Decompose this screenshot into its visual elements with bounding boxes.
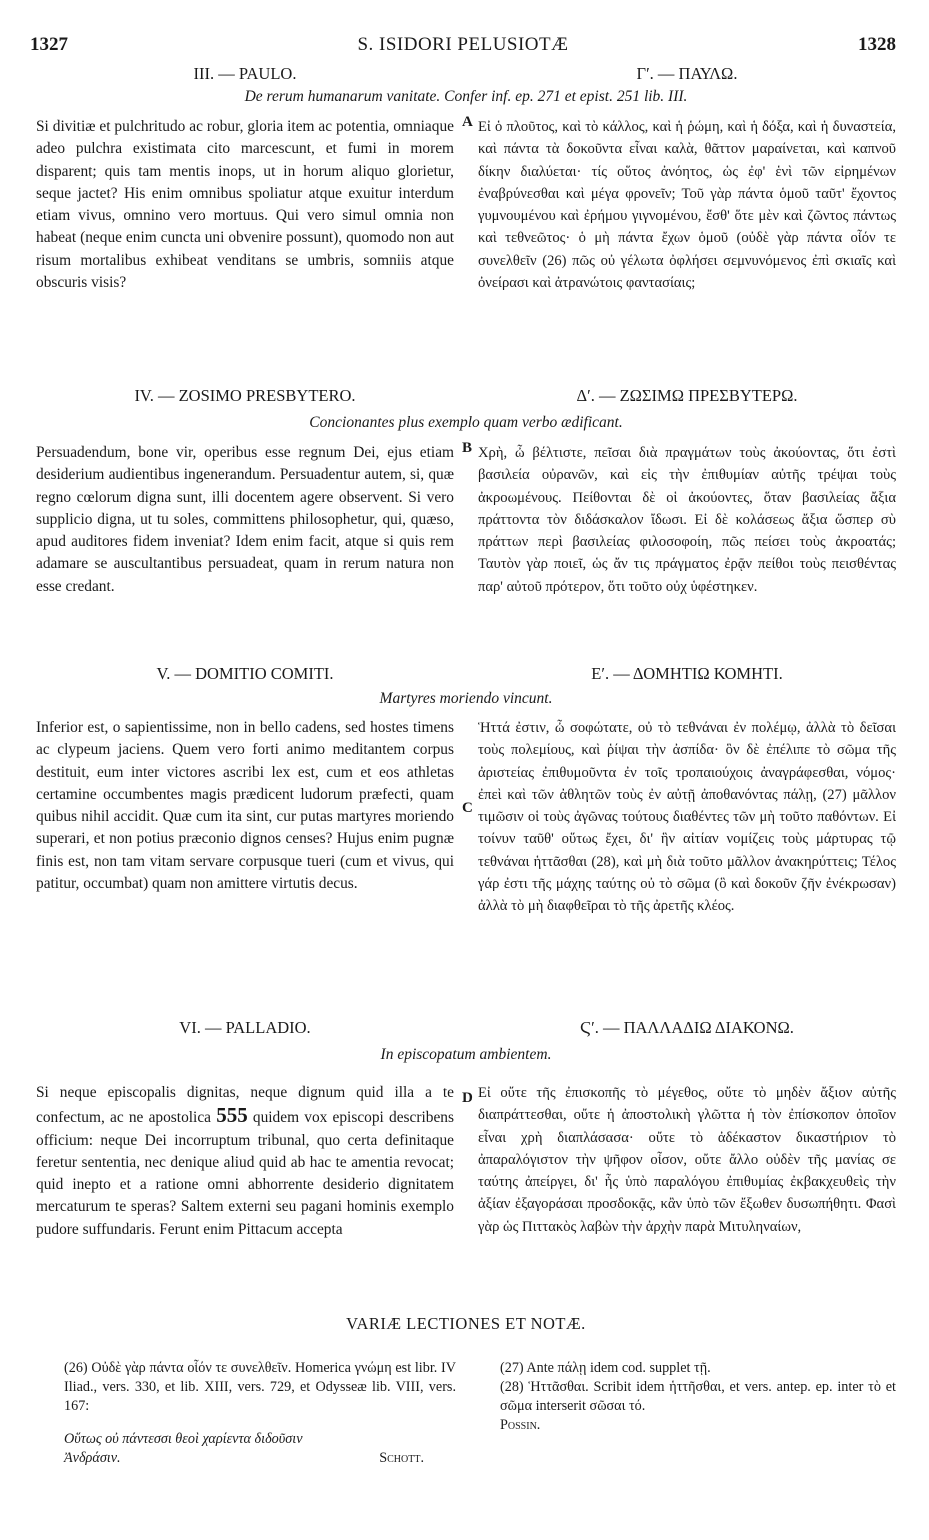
latin-paragraph-vi-part1: Si neque episcopalis dignitas, neque dignum quid illa a te confectum, ac ne apostolica <box>36 1084 454 1127</box>
note-27: (27) Ante πάλῃ idem cod. supplet τῇ. <box>500 1360 711 1376</box>
greek-paragraph-vi: Εἰ οὔτε τῆς ἐπισκοπῆς τὸ μέγεθος, οὔτε τὸ μηδὲν ἄξιον αὐτῆς διαπράττεσθαι, οὔτε ἡ ἀποστολικὴ γλῶττα ἡ τὸν ἐπίσκοπον ὁποῖον εἶναι χρὴ διαπλάσασα· οὔτε τὸ ἀδέκαστον δικαστήριον τὸ ἀπαραλόγιστον τὴν ψῆφον οἶσον, οὔτε ἄλλο οὐδὲν τῆς μανίας σε ταύτης ἀπείργει, δι' ἧς ὑπὸ παραλόγου ἐπιθυμίας ἐκβακχευθεὶς τὴν ἀξίαν ἐξαγοράσαι προσδοκᾷς, κἂν ὑπὸ τῶν ἔξωθεν δυσωπήθητι. Φασὶ γὰρ ὡς Πιττακὸς λαβὼν τὴν ἀρχὴν παρὰ Μιτυληναίων, <box>478 1085 896 1235</box>
latin-text-v <box>36 717 454 895</box>
page-marker: 555 <box>216 1103 248 1128</box>
page-number-right: 1328 <box>858 34 896 55</box>
quote-line-2: Ἀνδράσιν. <box>64 1450 121 1466</box>
running-title: S. ISIDORI PELUSIOTÆ <box>357 34 569 55</box>
subtitle-iv: Concionantes plus exemplo quam verbo ædificant. <box>309 414 623 431</box>
notes-right <box>500 1359 896 1435</box>
greek-paragraph-iv: Χρὴ, ὦ βέλτιστε, πεῖσαι διὰ πραγμάτων τοὺς ἀκούοντας, ὅτι ἐστὶ βασιλεία οὐρανῶν, καὶ εἰς τὴν ἐπιθυμίαν αὐτῆς τρέψαι τοὺς ἀκροωμένους. Πείθονται δὲ οἱ ἀκούοντες, ὅταν βασιλείας ἄξια πράττοντα τὸν διδάσκαλον ἴδωσι. Εἰ δὲ κολάσεως ἄξια ὥσπερ σὺ πράττων περὶ βασιλείας φιλοσοφοίη, πῶς πείσει τοὺς ἀκροατάς; Ταυτὸν γὰρ ποιεῖ, ὡς ἄν τις πράγματος ἐρᾷν πείθοι τοὺς πεισθέντας παρ' αὐτοῦ πρότερον, ὅτι τοῦτο οὐχ ὑφέστηκεν. <box>478 445 896 595</box>
subtitle-iii: De rerum humanarum vanitate. Confer inf. ep. 271 et epist. 251 lib. III. <box>244 88 688 105</box>
subtitle-v: Martyres moriendo vincunt. <box>379 690 553 707</box>
greek-text-iv <box>478 442 896 598</box>
latin-paragraph-vi-part2: quidem vox episcopi describens officium: neque Dei incorruptum tribunal, quo certa definitaque feretur sententia, nec denique aliud quid ab hac te amentia revocat; quid inepto et a ratione omni abhorrente desiderio dignitatem mercaturum te speras? Saltem externi seu pagani hominis exemplo pudore suffundaris. Ferunt enim Pittacum accepta <box>36 1109 454 1238</box>
margin-letter-b: B <box>462 440 473 456</box>
greek-paragraph-v: Ἡττά ἐστιν, ὦ σοφώτατε, οὐ τὸ τεθνάναι ἐν πολέμῳ, ἀλλὰ τὸ δεῖσαι τοὺς πολεμίους, καὶ ῥίψαι τὴν ἀσπίδα· ὃν δὲ ἐπέλιπε τὸ σῶμα τῆς ἀριστείας ἐπιθυμοῦντα ἐν τοῖς τροπαιούχοις ἀναγράφεσθαι, νόμος· ἐπεὶ καὶ τῶν ἀθλητῶν τοὺς ἐν αὐτῇ ἀποθανόντας πάλῃ, (27) μᾶλλον τιμῶσιν οἱ τοὺς ἀγῶνας τούτους διαθέντες τῶν μὴ τοῦτο παθόντων. Εἰ τοίνυν ταῦθ' οὕτως ἔχει, δι' ἣν αἰτίαν νομίζεις τοὺς μάρτυρας τῷ τεθνάναι ἡττᾶσθαι (28), καὶ μὴ διὰ τοῦτο μᾶλλον ἀνακηρύττεις; Τέλος γάρ ἐστι τῆς μάχης ταύτης οὐ τὸ σῶμα (ὃ καὶ δοκοῦν ζῆν ἐνέκρωσαν) ἀλλὰ τὸ μὴ διαφθεῖραι τὸ τῆς ἀρετῆς κλέος. <box>478 720 896 915</box>
latin-paragraph-iii: Si divitiæ et pulchritudo ac robur, gloria item ac potentia, omniaque adeo pulchra existimata cito marcescunt, et fumi in morem disparent; quis tam mentis inops, ut in horum aliquo glorietur, seque jactet? His enim omnibus spoliatur atque exuitur interdum etiam vivus, omnino vero mortuus. Qui vero simul omnia non habeat (neque enim cuncta uni obvenire possunt), quomodo non aut risum mortalibus exhibeat venditans se umbris, somniis atque obscuris visis? <box>36 118 454 292</box>
quote-line-1: Οὕτως οὐ πάντεσσι θεοὶ χαρίεντα διδοῦσιν <box>64 1431 303 1447</box>
greek-text-iii <box>478 116 896 294</box>
note-26-text: (26) Οὐδὲ γὰρ πάντα οἷόν τε συνελθεῖν. Homerica γνώμη est libr. IV Iliad., vers. 330, et lib. XIII, vers. 729, et Odysseæ lib. VIII, vers. 167: <box>64 1360 456 1414</box>
greek-paragraph-iii: Εἰ ὁ πλοῦτος, καὶ τὸ κάλλος, καὶ ἡ ῥώμη, καὶ ἡ δόξα, καὶ ἡ δυναστεία, καὶ πάντα τὰ δοκοῦντα εἶναι καλὰ, θᾶττον μαραίνεται, καὶ καπνοῦ δίκην διαλύεται· τίς οὕτος ἀνόητος, ὡς ἐφ' ἑνὶ τῶν εἰρημένων ἐναβρύνεσθαι καὶ μέγα φρονεῖν; Τοῦ γὰρ πάντα ὁμοῦ ταῦτ' ἔχοντος γυμνουμένου καὶ ἐρήμου γιγνομένου, ἔσθ' ὅτε μὲν καὶ ζῶντος πάντως καὶ τεθνεῶτος· ὁ μὴ πάντα ἔχων ὁμοῦ (οὐδὲ γὰρ πάντα οἷόν τε συνελθεῖν (26) πῶς οὐ γέλωτα ὀφλήσει σεμνυνόμενος ἐπὶ σκιαῖς καὶ ὀνείρασι καὶ ἀτρανώτοις φαντασίαις; <box>478 119 896 292</box>
note-26 <box>64 1359 456 1416</box>
heading-greek-iv: Δʹ. — ΖΩΣΙΜΩ ΠΡΕΣΒΥΤΕΡΩ. <box>576 386 798 405</box>
note-author: Possin. <box>500 1417 541 1433</box>
latin-text-vi <box>36 1082 454 1241</box>
quote-author: Schott. <box>379 1450 424 1466</box>
homeric-quote <box>64 1430 424 1468</box>
latin-paragraph-vi <box>36 1082 454 1241</box>
greek-text-vi <box>478 1082 896 1238</box>
greek-text-v <box>478 717 896 918</box>
margin-letter-a: A <box>462 114 473 130</box>
heading-latin-iii: III. — PAULO. <box>193 64 297 83</box>
latin-text-iii <box>36 116 454 294</box>
subtitle-vi: In episcopatum ambientem. <box>380 1046 552 1063</box>
heading-greek-iii: Γʹ. — ΠΑΥΛΩ. <box>636 64 738 83</box>
latin-paragraph-iv: Persuadendum, bone vir, operibus esse regnum Dei, ejus etiam desiderium audientibus ingenerandum. Persuadentur autem, si, quæ regno cœlorum digna sunt, illi docentem agere observent. Si vero supplicio digna, ut tu soles, committens philosophetur, qui, quæso, apud auditores fidem inveniat? Idem enim facit, atque si quis rem adamare se auscultantibus persuadeat, quam in rerum natura non esse credant. <box>36 444 454 595</box>
margin-letter-c: C <box>462 800 473 816</box>
heading-greek-vi: Ϛʹ. — ΠΑΛΛΑΔΙΩ ΔΙΑΚΟΝΩ. <box>580 1018 794 1037</box>
note-28: (28) Ἡττᾶσθαι. Scribit idem ἡττῆσθαι, et vers. antep. ep. inter τὸ et σῶμα interserit σῶσαι τό. <box>500 1379 896 1414</box>
heading-latin-v: V. — DOMITIO COMITI. <box>156 664 334 683</box>
heading-greek-v: Εʹ. — ΔΟΜΗΤΙΩ ΚΟΜΗΤΙ. <box>591 664 783 683</box>
latin-paragraph-v: Inferior est, o sapientissime, non in bello cadens, sed hostes timens ac clypeum jaciens. Quem vero forti animo meditantem corpus destituit, eum inter victores ascribi lex est, cum et eos athletas certamine occumbentes magis prædicent ludorum præfecti, quam quibus nihil accidit. Quæ cum ita sint, cur putas martyres moriendo superari, et non potius præconio dignos censes? Hujus enim pugnæ finis est, non tam vitam servare corpusque tueri (cum et vivus, qui patitur, occumbat) quam non amittere virtutis decus. <box>36 719 454 893</box>
heading-latin-iv: IV. — ZOSIMO PRESBYTERO. <box>134 386 356 405</box>
notes-title: VARIÆ LECTIONES ET NOTÆ. <box>346 1314 586 1333</box>
latin-text-iv <box>36 442 454 598</box>
page-number-left: 1327 <box>30 34 68 55</box>
heading-latin-vi: VI. — PALLADIO. <box>179 1018 311 1037</box>
running-head <box>30 34 896 60</box>
margin-letter-d: D <box>462 1090 473 1106</box>
